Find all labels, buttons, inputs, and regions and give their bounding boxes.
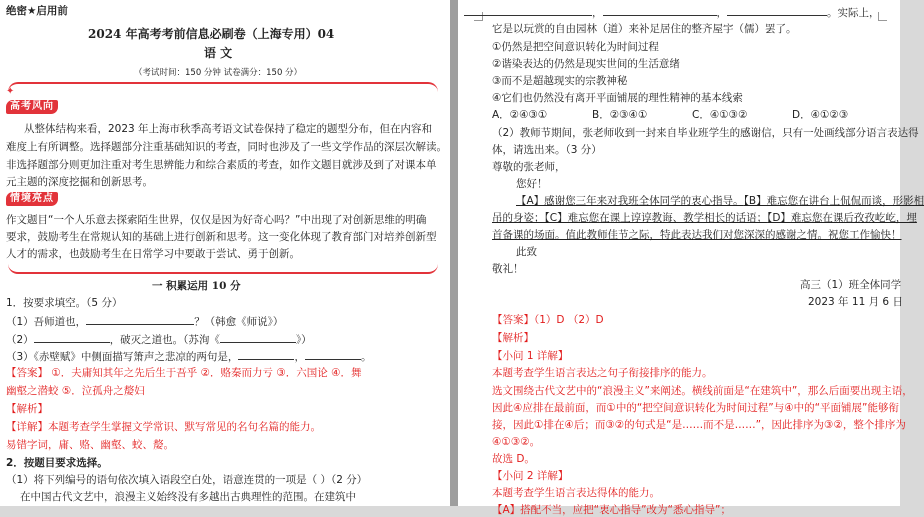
question-2-1: （1）将下列编号的语句依次填入语段空白处，语意连贯的一项是（ ）（2 分）: [6, 474, 368, 486]
option-2: ②谐染表达的仍然是现实世间的生活意绪: [492, 58, 680, 70]
document-page-left: [0, 0, 450, 506]
question-1-1: （1）吾师道也， ？（韩愈《师说》）: [6, 313, 283, 329]
letter-closing-2: 敬礼！: [492, 263, 524, 275]
confidential-label: 绝密★启用前: [6, 5, 68, 17]
passage-line: 它是以玩赏的自由园林（道）来补足居住的整齐屋宇（儒）罢了。: [492, 23, 797, 35]
question-1-2: （2） ，破灭之道也。（苏洵《 》）: [6, 331, 312, 347]
page-gap: [450, 0, 458, 506]
trend-line-1: 从整体结构来看，2023 年上海市秋季高考语文试卷保持了稳定的题型分布，但在内容和: [24, 123, 433, 135]
section-heading: 一 积累运用 10 分: [152, 280, 241, 292]
sub1-line-2: 选文围绕古代文艺中的“浪漫主义”来阐述。横线前面是“在建筑中”，那么后面要出现主语，: [492, 385, 913, 397]
subject-title: 语 文: [204, 46, 233, 60]
blank-line-top: ， ， 。实际上，: [464, 4, 880, 20]
letter-salutation: 尊敬的张老师，: [492, 161, 566, 173]
question-1-3: （3）《赤壁赋》中侧面描写箫声之悲凉的两句是， ， 。: [6, 348, 371, 364]
choice-b: B．②③④①: [592, 109, 648, 121]
answer-1-line-2: 幽壑之潜蛟 ⑤．泣孤舟之嫠妇: [6, 385, 145, 397]
question-2-2-line-2: 体，请选出来。（3 分）: [492, 144, 602, 156]
question-1: 1．按要求填空。（5 分）: [6, 297, 123, 309]
sub1-line-5: ④①③②。: [492, 436, 541, 448]
exam-info: （考试时间：150 分钟 试卷满分：150 分）: [134, 68, 303, 78]
sub2-line-1: 本题考查学生语言表达得体的能力。: [492, 487, 660, 499]
trend-line-3: 非选择题部分则更加注重对考生思辨能力和综合素质的考查，如作文题目就涉及到了对课本单: [6, 159, 437, 171]
letter-line-3: 首备课的场面。值此教师佳节之际，特此表达我们对您深深的感谢之情。祝您工作愉快！: [492, 229, 902, 241]
letter-greeting: 您好！: [516, 178, 548, 190]
info-line-3: 人才的需求，也鼓励考生在日常学习中要敢于尝试、勇于创新。: [6, 248, 300, 260]
sub-question-1-label: 【小问 1 详解】: [492, 350, 569, 362]
question-2: 2．按题目要求选择。: [6, 457, 108, 469]
sub1-line-6: 故选 D。: [492, 453, 535, 465]
choice-c: C．④①③②: [692, 109, 748, 121]
sub1-line-1: 本题考查学生语言表达之句子衔接排序的能力。: [492, 367, 713, 379]
sub1-line-4: 接，因此①排在④后；而③②的句式是“是……而不是……”，因此排序为③②，整个排序为: [492, 419, 906, 431]
sub1-line-3: 因此④应排在最前面，而①中的“把空间意识转化为时间过程”与④中的“平面铺展”能够衔: [492, 402, 899, 414]
info-line-1: 作文题目“一个人乐意去探索陌生世界，仅仅是因为好奇心吗？”中出现了对创新思维的明确: [6, 214, 427, 226]
detail-line: 【详解】本题考查学生掌握文学常识、默写常见的名句名篇的能力。: [6, 421, 321, 433]
trend-line-4: 元主题的深度挖掘和创新思考。: [6, 176, 153, 188]
option-1: ①仍然是把空间意识转化为时间过程: [492, 41, 659, 53]
document-page-right: [458, 0, 924, 516]
letter-date: 2023 年 11 月 6 日: [808, 296, 903, 308]
letter-line-2: 吊的身姿；【C】难忘您在课上谆谆教诲、教学相长的话语；【D】难忘您在课后孜孜屹屹，埋: [492, 212, 917, 224]
letter-signature: 高三（1）班全体同学: [800, 279, 902, 291]
answer-1-line-1: 【答案】 ①．夫庸知其年之先后生于吾乎 ②．赂秦而力亏 ③．六国论 ④．舞: [6, 367, 362, 379]
option-3: ③而不是超越现实的宗教神秘: [492, 75, 628, 87]
sub-question-2-label: 【小问 2 详解】: [492, 470, 569, 482]
badge-info: 情境亮点: [6, 192, 58, 206]
highlight-box-top: [8, 82, 438, 94]
question-2-1-text: 在中国古代文艺中，浪漫主义始终没有多越出古典理性的范围。在建筑中: [20, 491, 356, 503]
analysis-label: 【解析】: [6, 403, 48, 415]
exam-title: 2024 年高考考前信息必刷卷（上海专用）04: [88, 27, 335, 41]
analysis-label-2: 【解析】: [492, 332, 534, 344]
option-4: ④它们也仍然没有离开平面铺展的理性精神的基本线索: [492, 92, 743, 104]
choice-a: A．②④③①: [492, 109, 548, 121]
answer-2: 【答案】（1）D （2）D: [492, 314, 604, 326]
choice-d: D．④①②③: [792, 109, 849, 121]
sub2-line-2: 【A】搭配不当，应把“衷心指导”改为“悉心指导”；: [492, 504, 731, 516]
letter-closing-1: 此致: [516, 246, 537, 258]
star-icon: ✦: [6, 86, 15, 97]
highlight-box-bottom: [8, 262, 438, 274]
info-line-2: 要求，鼓励考生在常规认知的基础上进行创新和思考。这一变化体现了教育部门对培养创新型: [6, 231, 437, 243]
easy-words-line: 易错字词，庸、赂、幽壑、蛟、嫠。: [6, 439, 174, 451]
trend-line-2: 难度上有所调整。选择题部分注重基础知识的考查，同时也涉及了一些文学作品的深层次解读。: [6, 141, 447, 153]
letter-line-1: 【A】感谢您三年来对我班全体同学的衷心指导。【B】难忘您在讲台上侃侃而谈，形影相: [516, 195, 924, 207]
badge-exam-trend: 高考风向: [6, 100, 58, 114]
question-2-2-line-1: （2）教师节期间，张老师收到一封来自毕业班学生的感谢信，只有一处画线部分语言表达得: [492, 127, 919, 139]
